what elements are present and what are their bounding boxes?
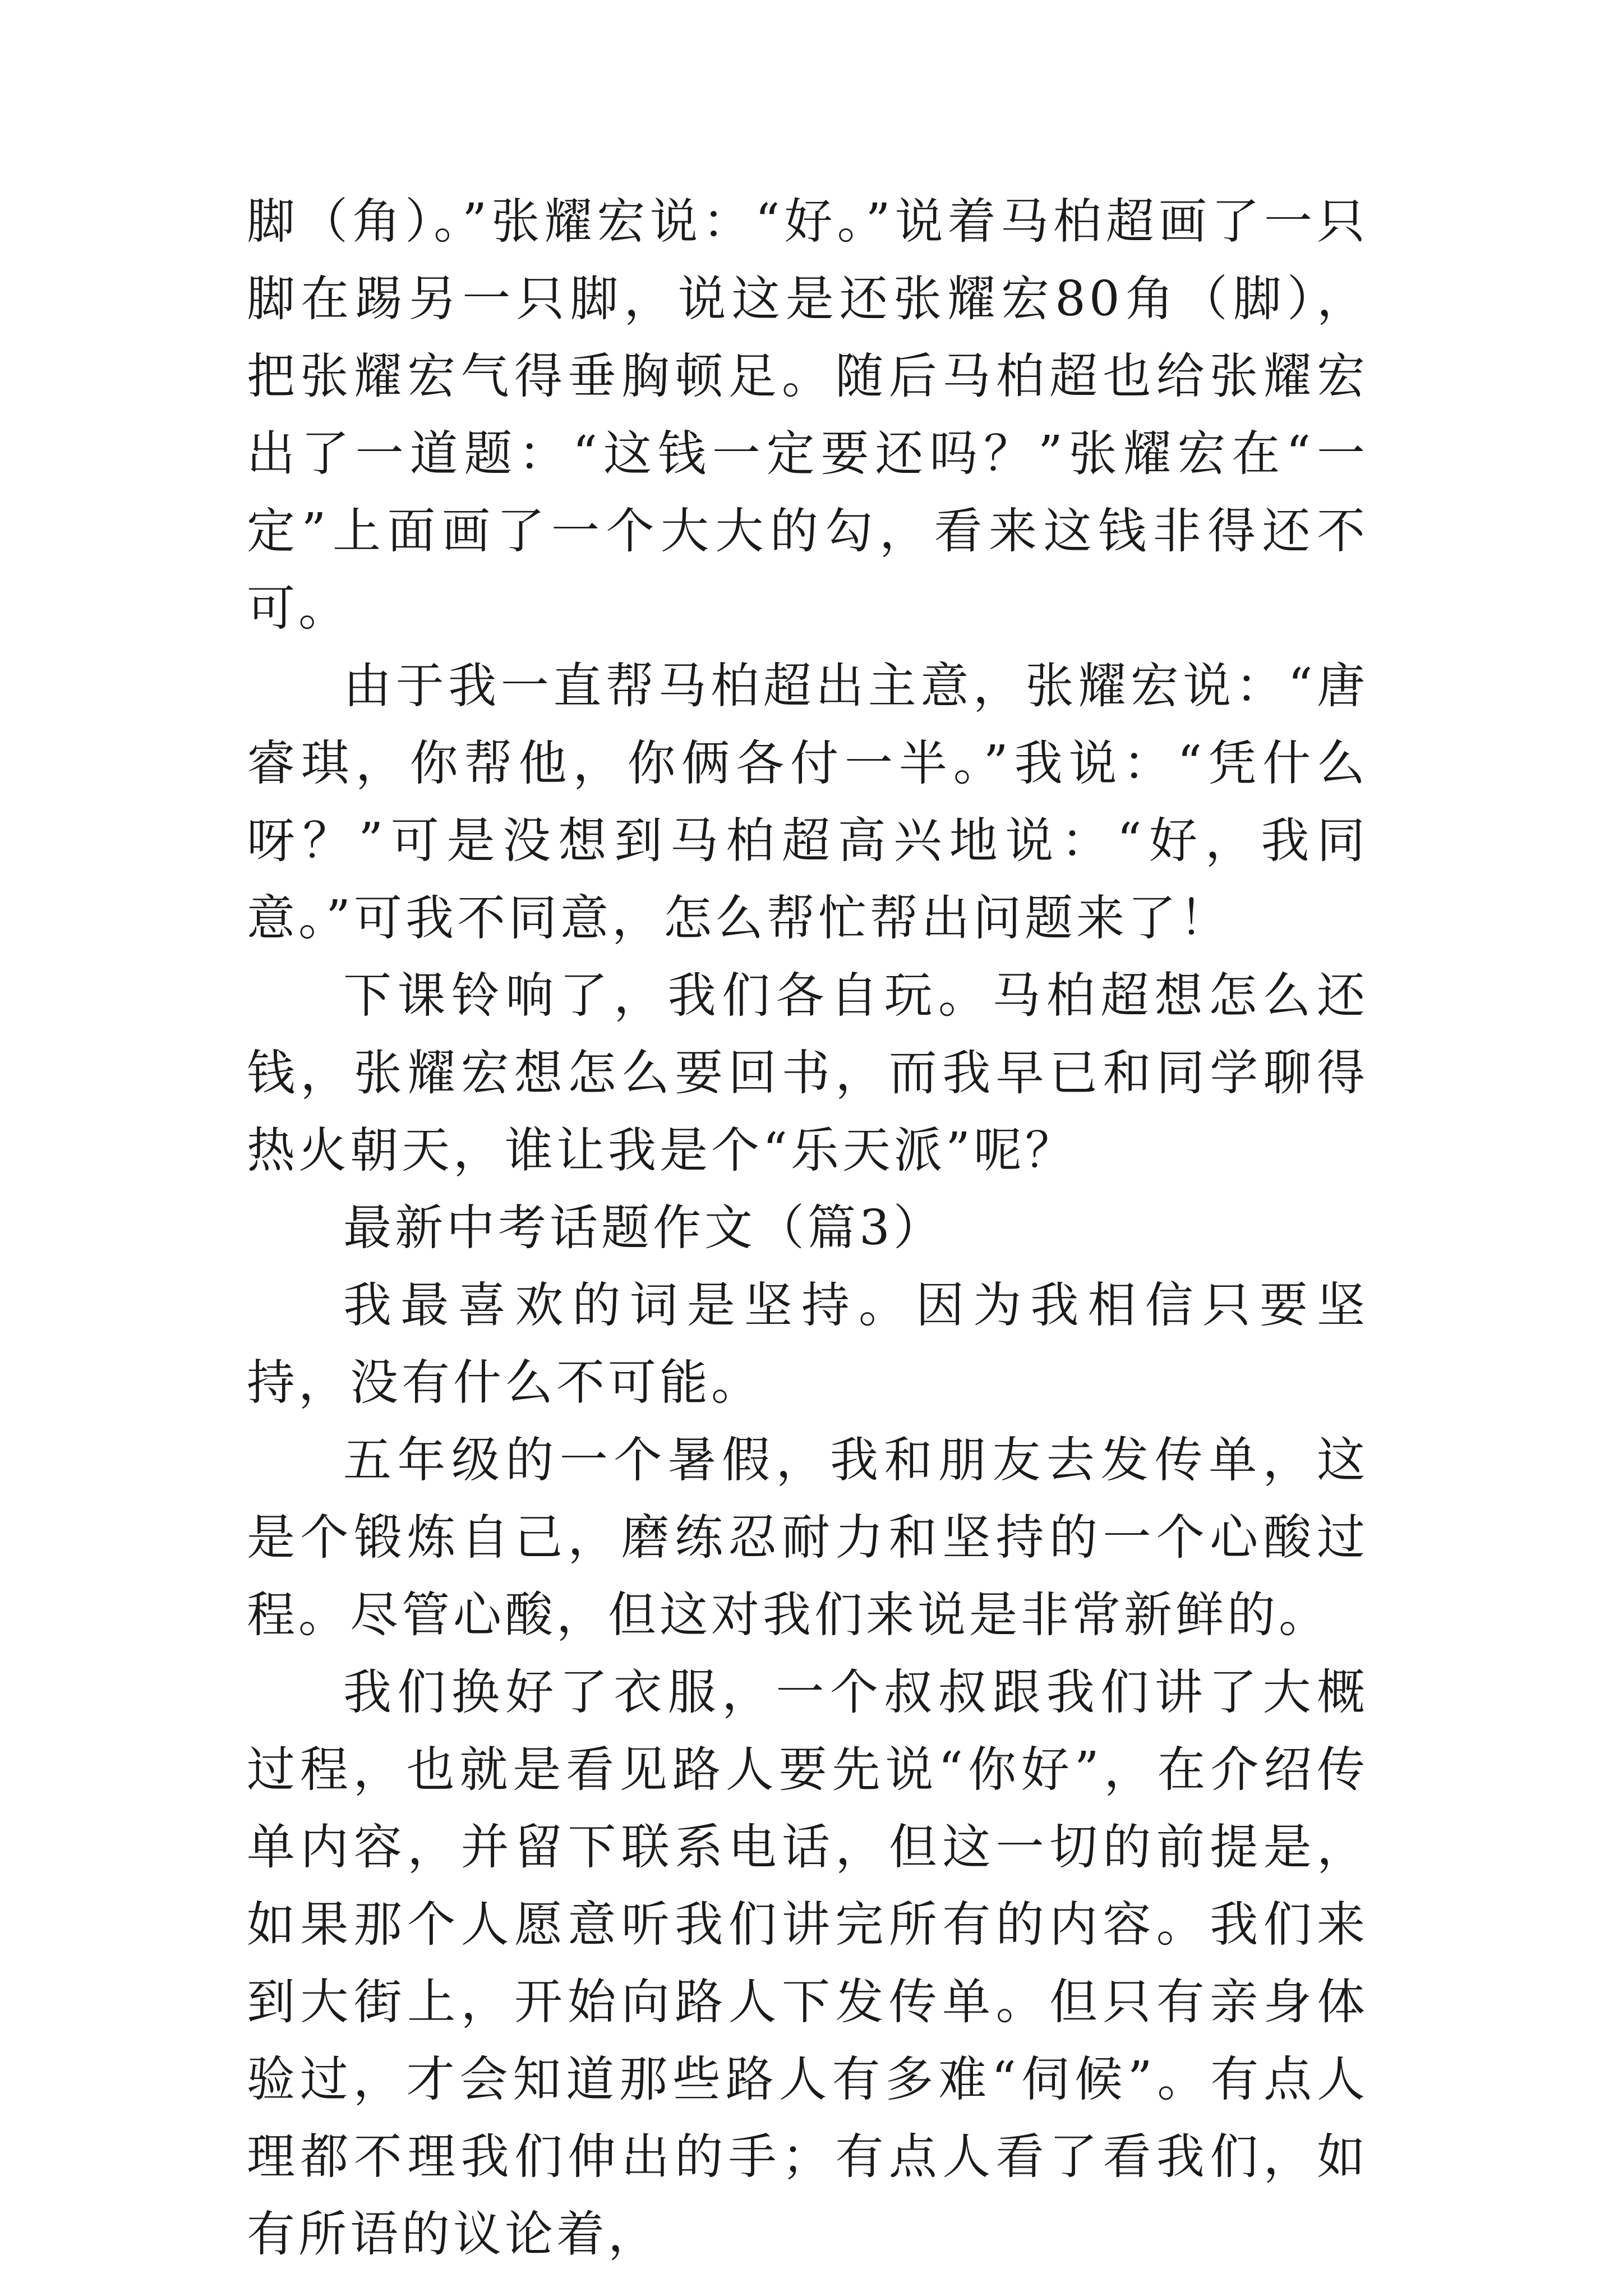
paragraph-continued: 脚（角）。”张耀宏说：“好。”说着马柏超画了一只脚在踢另一只脚，说这是还张耀宏80角（脚），把张耀宏气得垂胸顿足。随后马柏超也给张耀宏出了一道题：“这钱一定要还吗？”张耀宏在“一定”上面画了一个大大的勾，看来这钱非得还不可。	[247, 194, 1368, 637]
paragraph: 五年级的一个暑假，我和朋友去发传单，这是个锻炼自己，磨练忍耐力和坚持的一个心酸过程。尽管心酸，但这对我们来说是非常新鲜的。	[247, 1432, 1368, 1643]
paragraph: 下课铃响了，我们各自玩。马柏超想怎么还钱，张耀宏想怎么要回书，而我早已和同学聊得热火朝天，谁让我是个“乐天派”呢？	[247, 968, 1368, 1179]
section-heading: 最新中考话题作文（篇3）	[343, 1200, 945, 1256]
paragraph: 由于我一直帮马柏超出主意，张耀宏说：“唐睿琪，你帮他，你俩各付一半。”我说：“凭什么呀？”可是没想到马柏超高兴地说：“好，我同意。”可我不同意，怎么帮忙帮出问题来了！	[247, 658, 1368, 946]
document-body	[247, 183, 1368, 2273]
paragraph: 我们换好了衣服，一个叔叔跟我们讲了大概过程，也就是看见路人要先说“你好”，在介绍传单内容，并留下联系电话，但这一切的前提是，如果那个人愿意听我们讲完所有的内容。我们来到大街上，开始向路人下发传单。但只有亲身体验过，才会知道那些路人有多难“伺候”。有点人理都不理我们伸出的手；有点人看了看我们，如有所语的议论着，	[247, 1664, 1368, 2262]
paragraph: 我最喜欢的词是坚持。因为我相信只要坚持，没有什么不可能。	[247, 1277, 1368, 1411]
